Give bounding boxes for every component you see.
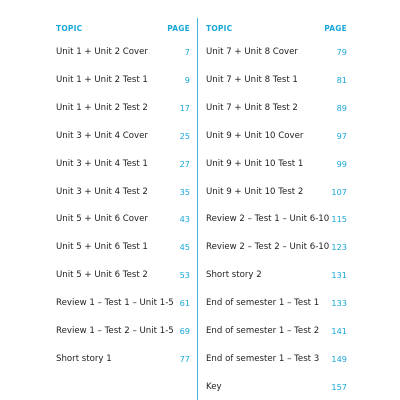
toc-entry-page: 133 (331, 298, 347, 309)
toc-entry-topic: Unit 5 + Unit 6 Cover (56, 214, 148, 225)
toc-entry-page: 157 (331, 381, 347, 392)
toc-entry-page: 141 (331, 326, 347, 336)
toc-entry (56, 214, 190, 228)
toc-entry (56, 159, 190, 173)
toc-entry-page: 149 (331, 353, 347, 364)
toc-entry-page: 27 (179, 158, 190, 169)
toc-entry-page: 115 (331, 214, 347, 225)
toc-entry-page: 107 (331, 186, 347, 197)
toc-entry (206, 214, 347, 228)
toc-entry-page: 77 (179, 353, 190, 364)
toc-entry-page: 61 (179, 298, 190, 309)
toc-entry-page: 99 (336, 158, 347, 169)
toc-entry-topic: Unit 3 + Unit 4 Test 2 (56, 186, 148, 197)
toc-entry-page: 25 (179, 130, 190, 141)
toc-entry-page: 69 (179, 326, 190, 336)
topic-header: TOPIC (56, 24, 83, 33)
toc-entry (56, 298, 190, 312)
toc-entry-topic: Unit 3 + Unit 4 Cover (56, 130, 148, 141)
toc-entry (206, 270, 347, 284)
toc-entry-page: 43 (179, 214, 190, 225)
toc-entry-topic: Review 2 – Test 1 – Unit 6-10 (206, 214, 330, 225)
toc-entry-page: 123 (331, 242, 347, 253)
toc-entry (206, 131, 347, 145)
page-header: PAGE (324, 24, 347, 33)
toc-entry (56, 354, 190, 368)
toc-entry (206, 75, 347, 89)
toc-entry (206, 298, 347, 312)
toc-entry-topic: Key (206, 381, 222, 392)
toc-entry (56, 326, 190, 340)
toc-entry (206, 242, 347, 256)
toc-entry-topic: Review 1 – Test 1 – Unit 1-5 (56, 298, 174, 309)
toc-entry (206, 47, 347, 61)
toc-entry-page: 35 (179, 186, 190, 197)
toc-entry (206, 103, 347, 117)
toc-entry (206, 354, 347, 368)
toc-entry-topic: Short story 1 (56, 353, 112, 364)
toc-entry-topic: End of semester 1 – Test 2 (206, 326, 320, 336)
toc-entry (206, 187, 347, 201)
toc-entry-topic: Unit 1 + Unit 2 Cover (56, 47, 148, 57)
toc-entry-topic: Unit 3 + Unit 4 Test 1 (56, 158, 148, 169)
toc-entry-page: 79 (336, 47, 347, 57)
toc-header (206, 24, 347, 36)
toc-entry-topic: End of semester 1 – Test 3 (206, 353, 320, 364)
toc-entry-topic: Unit 7 + Unit 8 Test 2 (206, 102, 298, 113)
toc-entry-page: 17 (179, 102, 190, 113)
toc-entry-topic: Unit 7 + Unit 8 Test 1 (206, 74, 298, 85)
page-header: PAGE (167, 24, 190, 33)
toc-entry (206, 159, 347, 173)
toc-entry-topic: Unit 7 + Unit 8 Cover (206, 47, 298, 57)
toc-entry (56, 270, 190, 284)
toc-entry-topic: Unit 9 + Unit 10 Test 2 (206, 186, 304, 197)
toc-entry-page: 81 (336, 74, 347, 85)
toc-entry (56, 47, 190, 61)
toc-entry (206, 326, 347, 340)
toc-entry-page: 7 (184, 47, 190, 57)
toc-entry-page: 89 (336, 102, 347, 113)
toc-entry-topic: Unit 1 + Unit 2 Test 2 (56, 102, 148, 113)
toc-entry (56, 187, 190, 201)
toc-entry (206, 382, 347, 396)
topic-header: TOPIC (206, 24, 233, 33)
toc-entry-topic: End of semester 1 – Test 1 (206, 298, 320, 309)
toc-entry (56, 75, 190, 89)
toc-entry-topic: Unit 9 + Unit 10 Cover (206, 130, 304, 141)
column-divider (197, 18, 198, 400)
toc-entry-page: 9 (184, 74, 190, 85)
toc-entry-topic: Unit 5 + Unit 6 Test 1 (56, 242, 148, 253)
toc-entry-topic: Short story 2 (206, 270, 262, 281)
toc-entry-topic: Unit 1 + Unit 2 Test 1 (56, 74, 148, 85)
toc-entry-page: 53 (179, 270, 190, 281)
toc-entry-topic: Review 1 – Test 2 – Unit 1-5 (56, 326, 174, 336)
toc-entry-page: 97 (336, 130, 347, 141)
toc-entry-topic: Review 2 – Test 2 – Unit 6-10 (206, 242, 330, 253)
toc-entry (56, 103, 190, 117)
toc-entry (56, 131, 190, 145)
toc-entry-page: 131 (331, 270, 347, 281)
toc-entry-topic: Unit 9 + Unit 10 Test 1 (206, 158, 304, 169)
toc-header (56, 24, 190, 36)
toc-entry (56, 242, 190, 256)
toc-entry-topic: Unit 5 + Unit 6 Test 2 (56, 270, 148, 281)
toc-entry-page: 45 (179, 242, 190, 253)
